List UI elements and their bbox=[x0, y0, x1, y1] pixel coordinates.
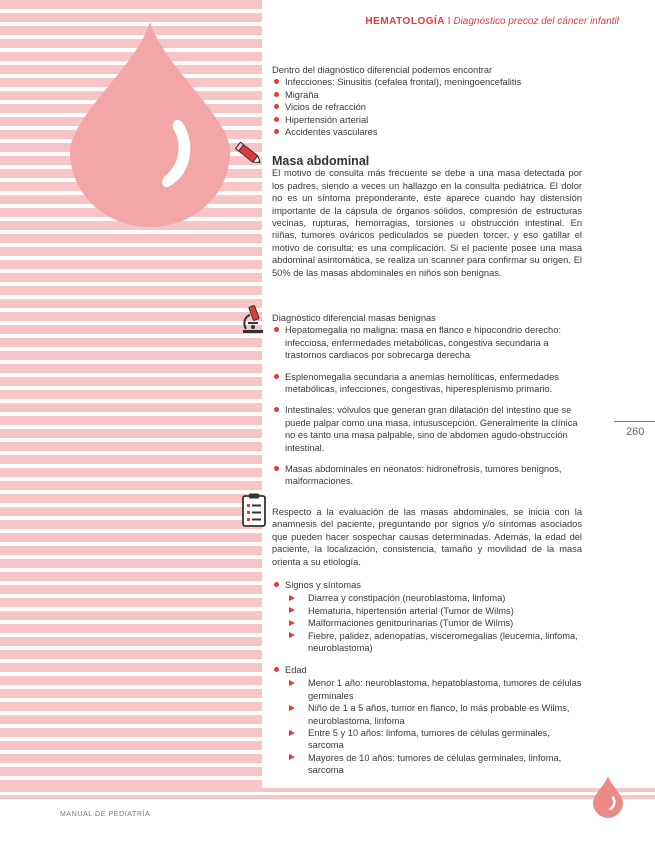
running-header bbox=[365, 16, 619, 27]
header-separator: I bbox=[445, 16, 454, 27]
list-item: Masas abdominales en neonatos: hidronefrosis, tumores benignos, malformaciones. bbox=[272, 463, 582, 488]
list-item: Intestinales: vólvulos que generan gran dilatación del intestino que se puede palpar como una masa, intususcepción. Generalmente la clínica no es tanto una masa palpable, sino de abdomen agudo-obstrucción intestinal. bbox=[272, 404, 582, 454]
age-title-text: Edad bbox=[285, 665, 307, 675]
benign-masses-section bbox=[272, 312, 582, 497]
pencil-icon bbox=[233, 141, 265, 167]
signs-list-wrapper bbox=[272, 579, 582, 591]
header-subtitle: Diagnóstico precoz del cáncer infantil bbox=[453, 16, 619, 27]
list-item: Esplenomegalia secundaria a anemias hemolíticas, enfermedades metabólicas, infecciones, congestivas, hiperesplenismo primario. bbox=[272, 371, 582, 396]
age-title bbox=[272, 664, 582, 676]
list-item: Accidentes vasculares bbox=[272, 126, 582, 138]
evaluation-section bbox=[272, 506, 582, 568]
differential-diagnosis-section bbox=[272, 64, 582, 138]
age-section bbox=[272, 664, 582, 777]
header-section: HEMATOLOGÍA bbox=[365, 16, 445, 27]
section-heading: Masa abdominal bbox=[272, 154, 370, 168]
page-number-rule bbox=[614, 421, 655, 422]
signs-list bbox=[272, 592, 582, 654]
checklist-icon bbox=[241, 493, 267, 527]
age-list bbox=[272, 677, 582, 776]
microscope-icon bbox=[240, 304, 266, 334]
age-list-wrapper bbox=[272, 664, 582, 676]
list-item: Hematuria, hipertensión arterial (Tumor de Wilms) bbox=[272, 605, 582, 617]
benign-title: Diagnóstico diferencial masas benignas bbox=[272, 313, 436, 323]
signs-title bbox=[272, 579, 582, 591]
list-item: Fiebre, palidez, adenopatías, visceromegalias (leucemia, linfoma, neuroblastoma) bbox=[272, 630, 582, 655]
list-item: Hepatomegalia no maligna: masa en flanco e hipocondrio derecho: infecciosa, enfermedades metabólicas, congestiva secundaria a trastornos cardiacos por sobrecarga derecha bbox=[272, 324, 582, 361]
list-item: Diarrea y constipación (neuroblastoma, linfoma) bbox=[272, 592, 582, 604]
list-item: Hipertensión arterial bbox=[272, 114, 582, 126]
list-item: Migraña bbox=[272, 89, 582, 101]
abdominal-mass-section bbox=[272, 155, 582, 279]
list-item: Menor 1 año: neuroblastoma, hepatoblastoma, tumores de células germinales bbox=[272, 677, 582, 702]
evaluation-paragraph: Respecto a la evaluación de las masas abdominales, se inicia con la anamnesis del paciente, preguntando por signos y/o síntomas asociados que pueden hacer sospechar causas determinadas. Además, la edad del paciente, la localización, consistencia, tamaño y movilidad de la masa orienta a su etiología. bbox=[272, 507, 582, 567]
signs-title-text: Signos y síntomas bbox=[285, 580, 361, 590]
blood-drop-icon bbox=[70, 22, 230, 227]
abdominal-mass-paragraph: El motivo de consulta más frecuente se debe a una masa detectada por los padres, siendo a veces un hallazgo en la consulta pediátrica. El dolor no es un síntoma preponderante, éste aparece cuando hay distensión importante de la cápsula de órganos sólidos, compresión de estructuras vecinas, rupturas, hemorragias, torsiones u obstrucción intestinal. En niñas, tumores ováricos pediculados se pueden torcer, y eso gatillar el motivo de consulta; es una complicación. Si el paciente posee una masa abdominal asintomática, se realiza un scanner para confirmar su origen. El 50% de las masas abdominales en niños son benignas. bbox=[272, 168, 582, 278]
differential-list bbox=[272, 76, 582, 138]
page-number: 260 bbox=[626, 426, 645, 438]
footer-stripes bbox=[0, 788, 655, 802]
signs-section bbox=[272, 579, 582, 654]
list-item: Mayores de 10 años: tumores de células germinales, linfoma, sarcoma bbox=[272, 752, 582, 777]
small-blood-drop-icon bbox=[593, 776, 623, 818]
list-item: Vicios de refracción bbox=[272, 101, 582, 113]
list-item: Infecciones: Sinusitis (cefalea frontal), meningoencefalitis bbox=[272, 76, 582, 88]
list-item: Malformaciones genitourinarias (Tumor de Wilms) bbox=[272, 617, 582, 629]
footer-title: MANUAL DE PEDIATRÍA bbox=[60, 811, 151, 818]
list-item: Niño de 1 a 5 años, tumor en flanco, lo más probable es Wilms, neuroblastoma, linfoma bbox=[272, 702, 582, 727]
list-item: Entre 5 y 10 años: linfoma, tumores de células germinales, sarcoma bbox=[272, 727, 582, 752]
differential-intro: Dentro del diagnóstico diferencial podemos encontrar bbox=[272, 65, 493, 75]
benign-list bbox=[272, 324, 582, 487]
